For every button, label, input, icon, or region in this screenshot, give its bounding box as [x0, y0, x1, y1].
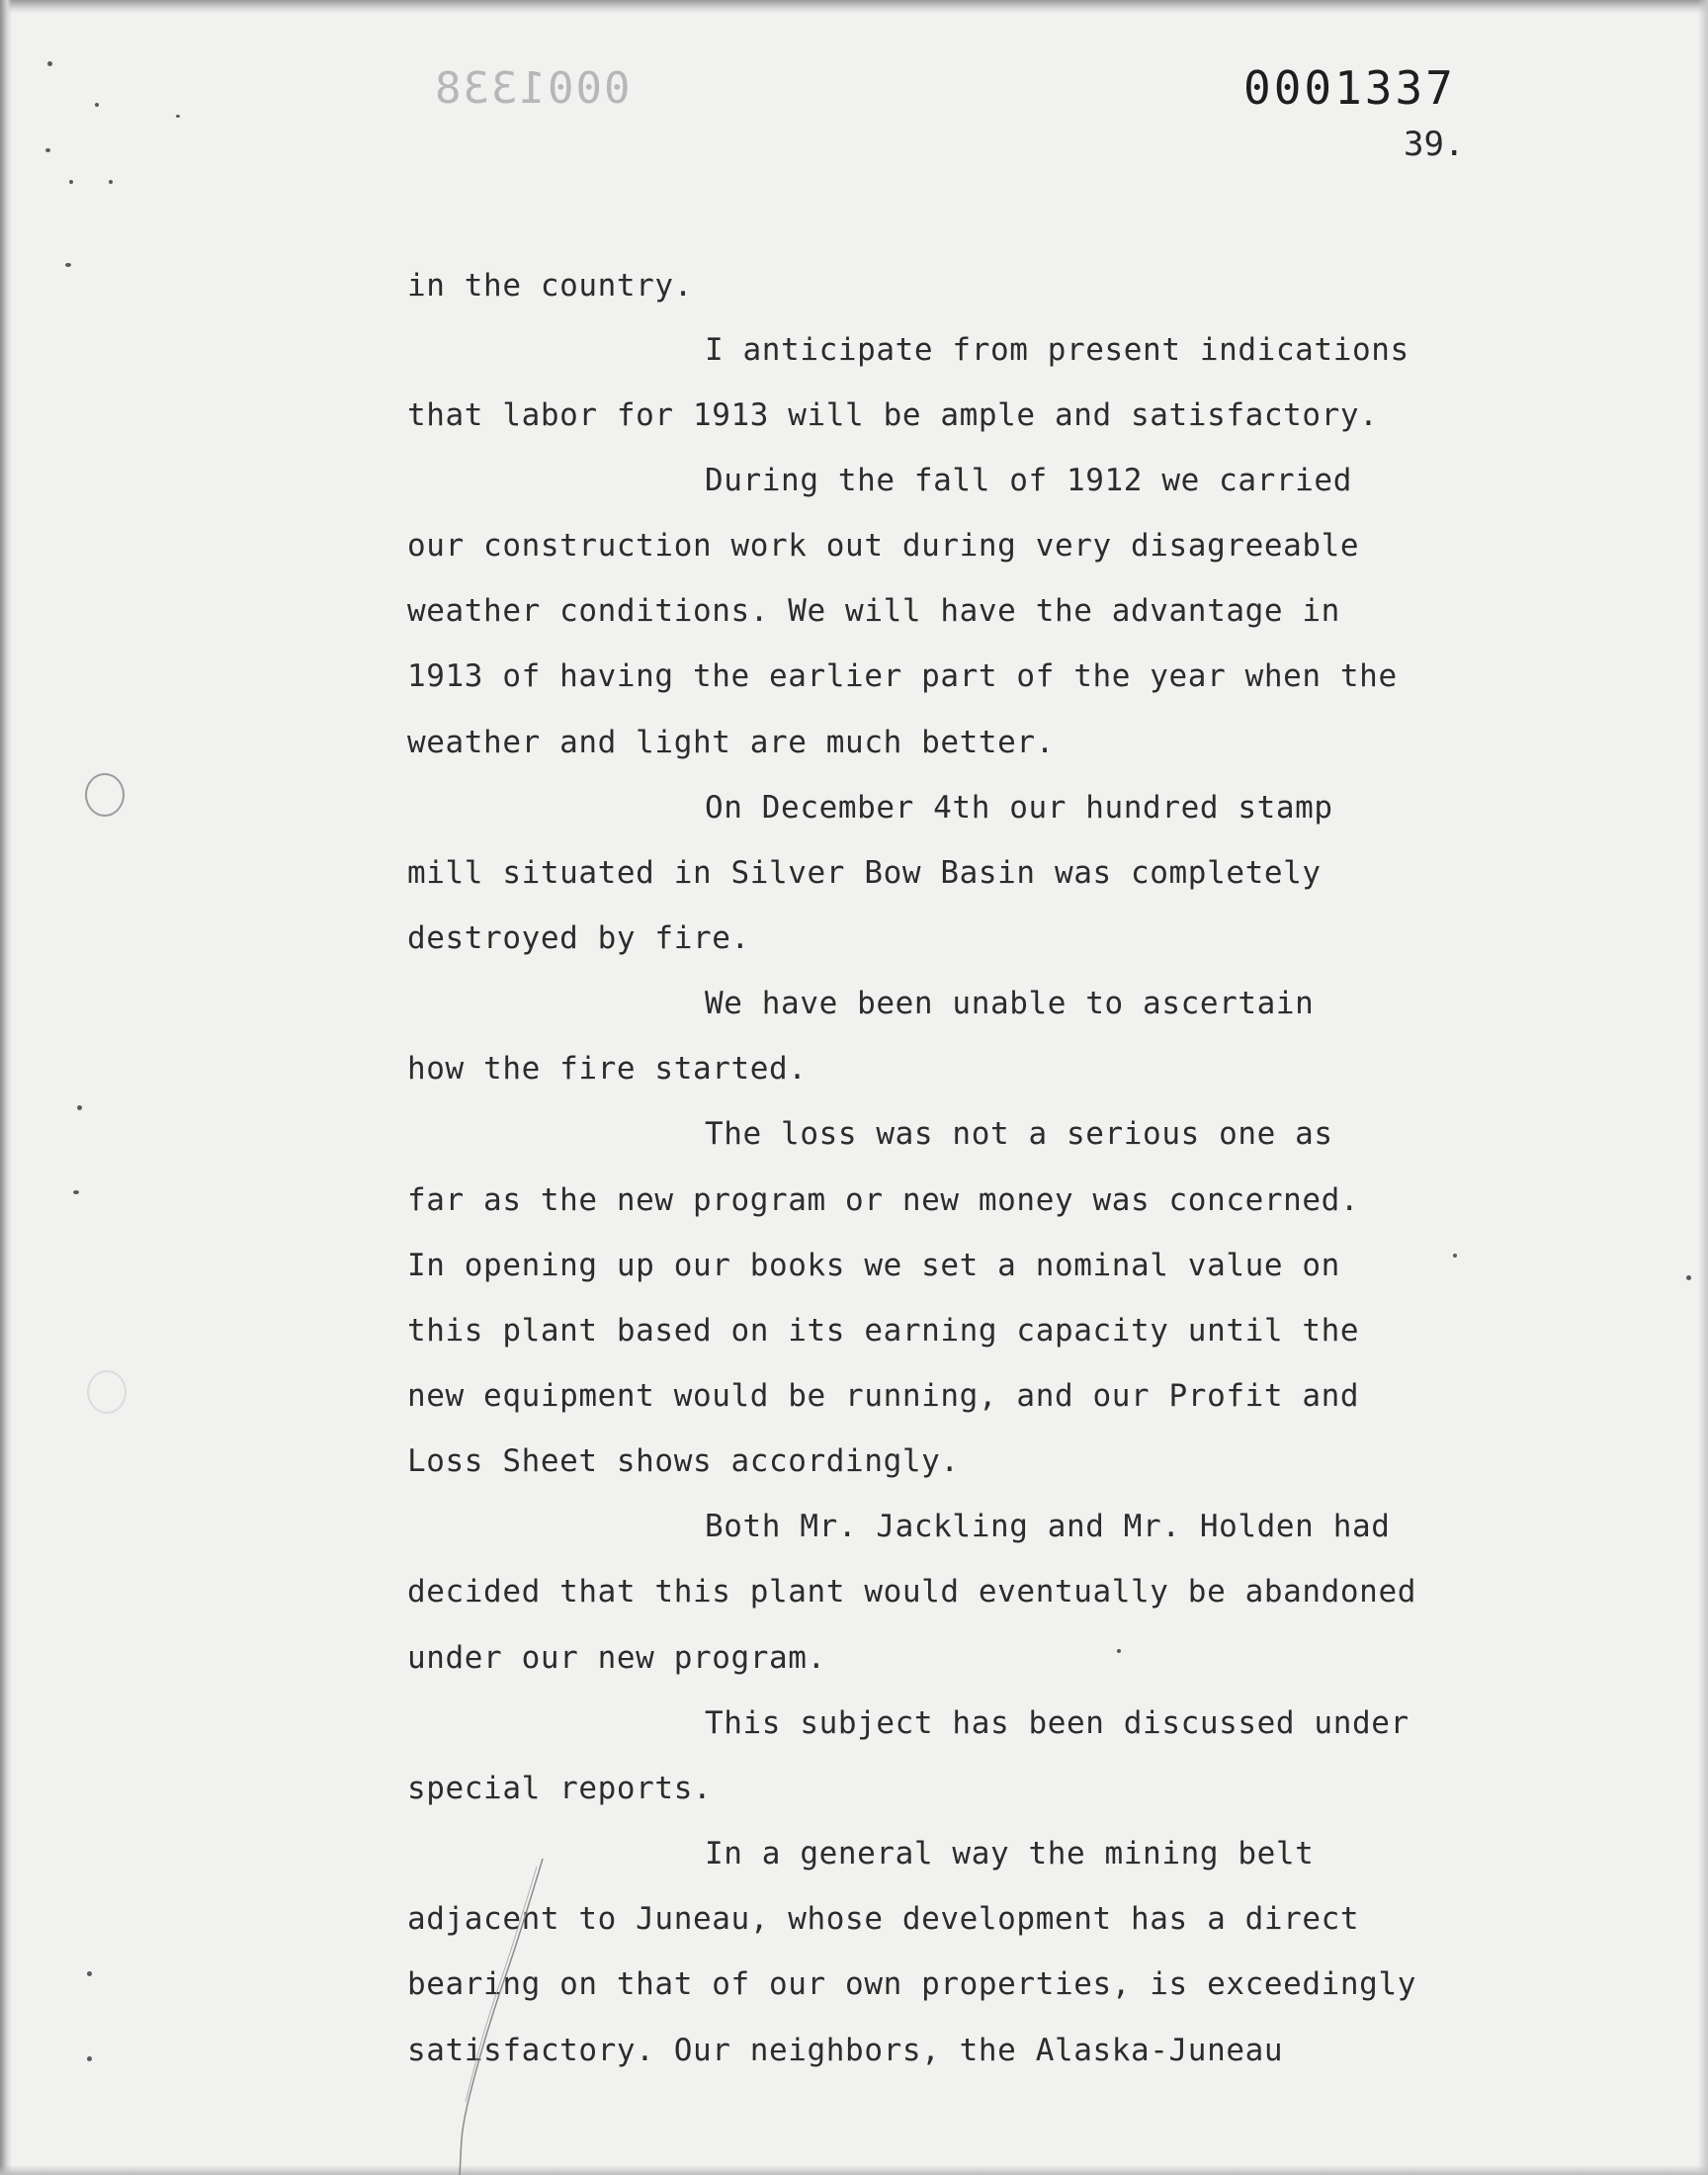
- punch-hole-shadow: [85, 773, 125, 817]
- text-line: decided that this plant would eventually be abandoned: [407, 1574, 1416, 1610]
- scan-speck: [1117, 1649, 1121, 1653]
- text-line: special reports.: [407, 1771, 713, 1806]
- text-line: Both Mr. Jackling and Mr. Holden had: [705, 1509, 1391, 1544]
- text-line: The loss was not a serious one as: [705, 1116, 1333, 1152]
- text-line: On December 4th our hundred stamp: [705, 790, 1333, 826]
- text-line: how the fire started.: [407, 1051, 808, 1087]
- text-line: weather and light are much better.: [407, 725, 1055, 760]
- text-line: In opening up our books we set a nominal value on: [407, 1248, 1340, 1283]
- pencil-scratch-mark: [440, 1859, 549, 2175]
- text-line: During the fall of 1912 we carried: [705, 463, 1352, 498]
- text-line: 1913 of having the earlier part of the year when the: [407, 658, 1398, 694]
- text-line: I anticipate from present indications: [705, 332, 1409, 368]
- text-line: destroyed by fire.: [407, 920, 750, 956]
- scan-speck: [1453, 1254, 1457, 1258]
- text-line: Loss Sheet shows accordingly.: [407, 1443, 960, 1479]
- text-line: that labor for 1913 will be ample and satisfactory.: [407, 397, 1379, 433]
- page-number: 39.: [1404, 125, 1465, 164]
- scan-speck: [109, 180, 113, 184]
- scan-speck: [176, 115, 180, 118]
- text-line: new equipment would be running, and our Profit and: [407, 1378, 1360, 1414]
- text-line: We have been unable to ascertain: [705, 986, 1315, 1021]
- scan-speck: [45, 148, 50, 152]
- scan-speck: [95, 103, 99, 107]
- mirrored-bleed-through-number: 0001338: [433, 63, 631, 114]
- scan-speck: [1686, 1275, 1691, 1280]
- punch-hole-shadow: [87, 1370, 127, 1414]
- text-line: our construction work out during very disagreeable: [407, 528, 1360, 564]
- text-line: mill situated in Silver Bow Basin was completely: [407, 855, 1322, 891]
- scan-speck: [77, 1105, 82, 1110]
- text-line: this plant based on its earning capacity until the: [407, 1313, 1360, 1348]
- text-line: in the country.: [407, 268, 693, 304]
- scan-speck: [87, 2056, 92, 2061]
- text-line: adjacent to Juneau, whose development has a direct: [407, 1901, 1360, 1937]
- scan-speck: [69, 180, 73, 184]
- text-line: This subject has been discussed under: [705, 1705, 1409, 1741]
- text-line: far as the new program or new money was concerned.: [407, 1182, 1360, 1218]
- document-number: 0001337: [1243, 61, 1456, 115]
- scan-speck: [47, 61, 52, 66]
- scan-speck: [73, 1190, 79, 1194]
- text-line: In a general way the mining belt: [705, 1836, 1315, 1871]
- text-line: under our new program.: [407, 1640, 826, 1676]
- text-line: weather conditions. We will have the advantage in: [407, 593, 1340, 629]
- scan-speck: [65, 263, 71, 267]
- text-line: bearing on that of our own properties, is exceedingly: [407, 1966, 1416, 2002]
- scan-speck: [87, 1971, 92, 1976]
- text-line: satisfactory. Our neighbors, the Alaska-Juneau: [407, 2033, 1284, 2068]
